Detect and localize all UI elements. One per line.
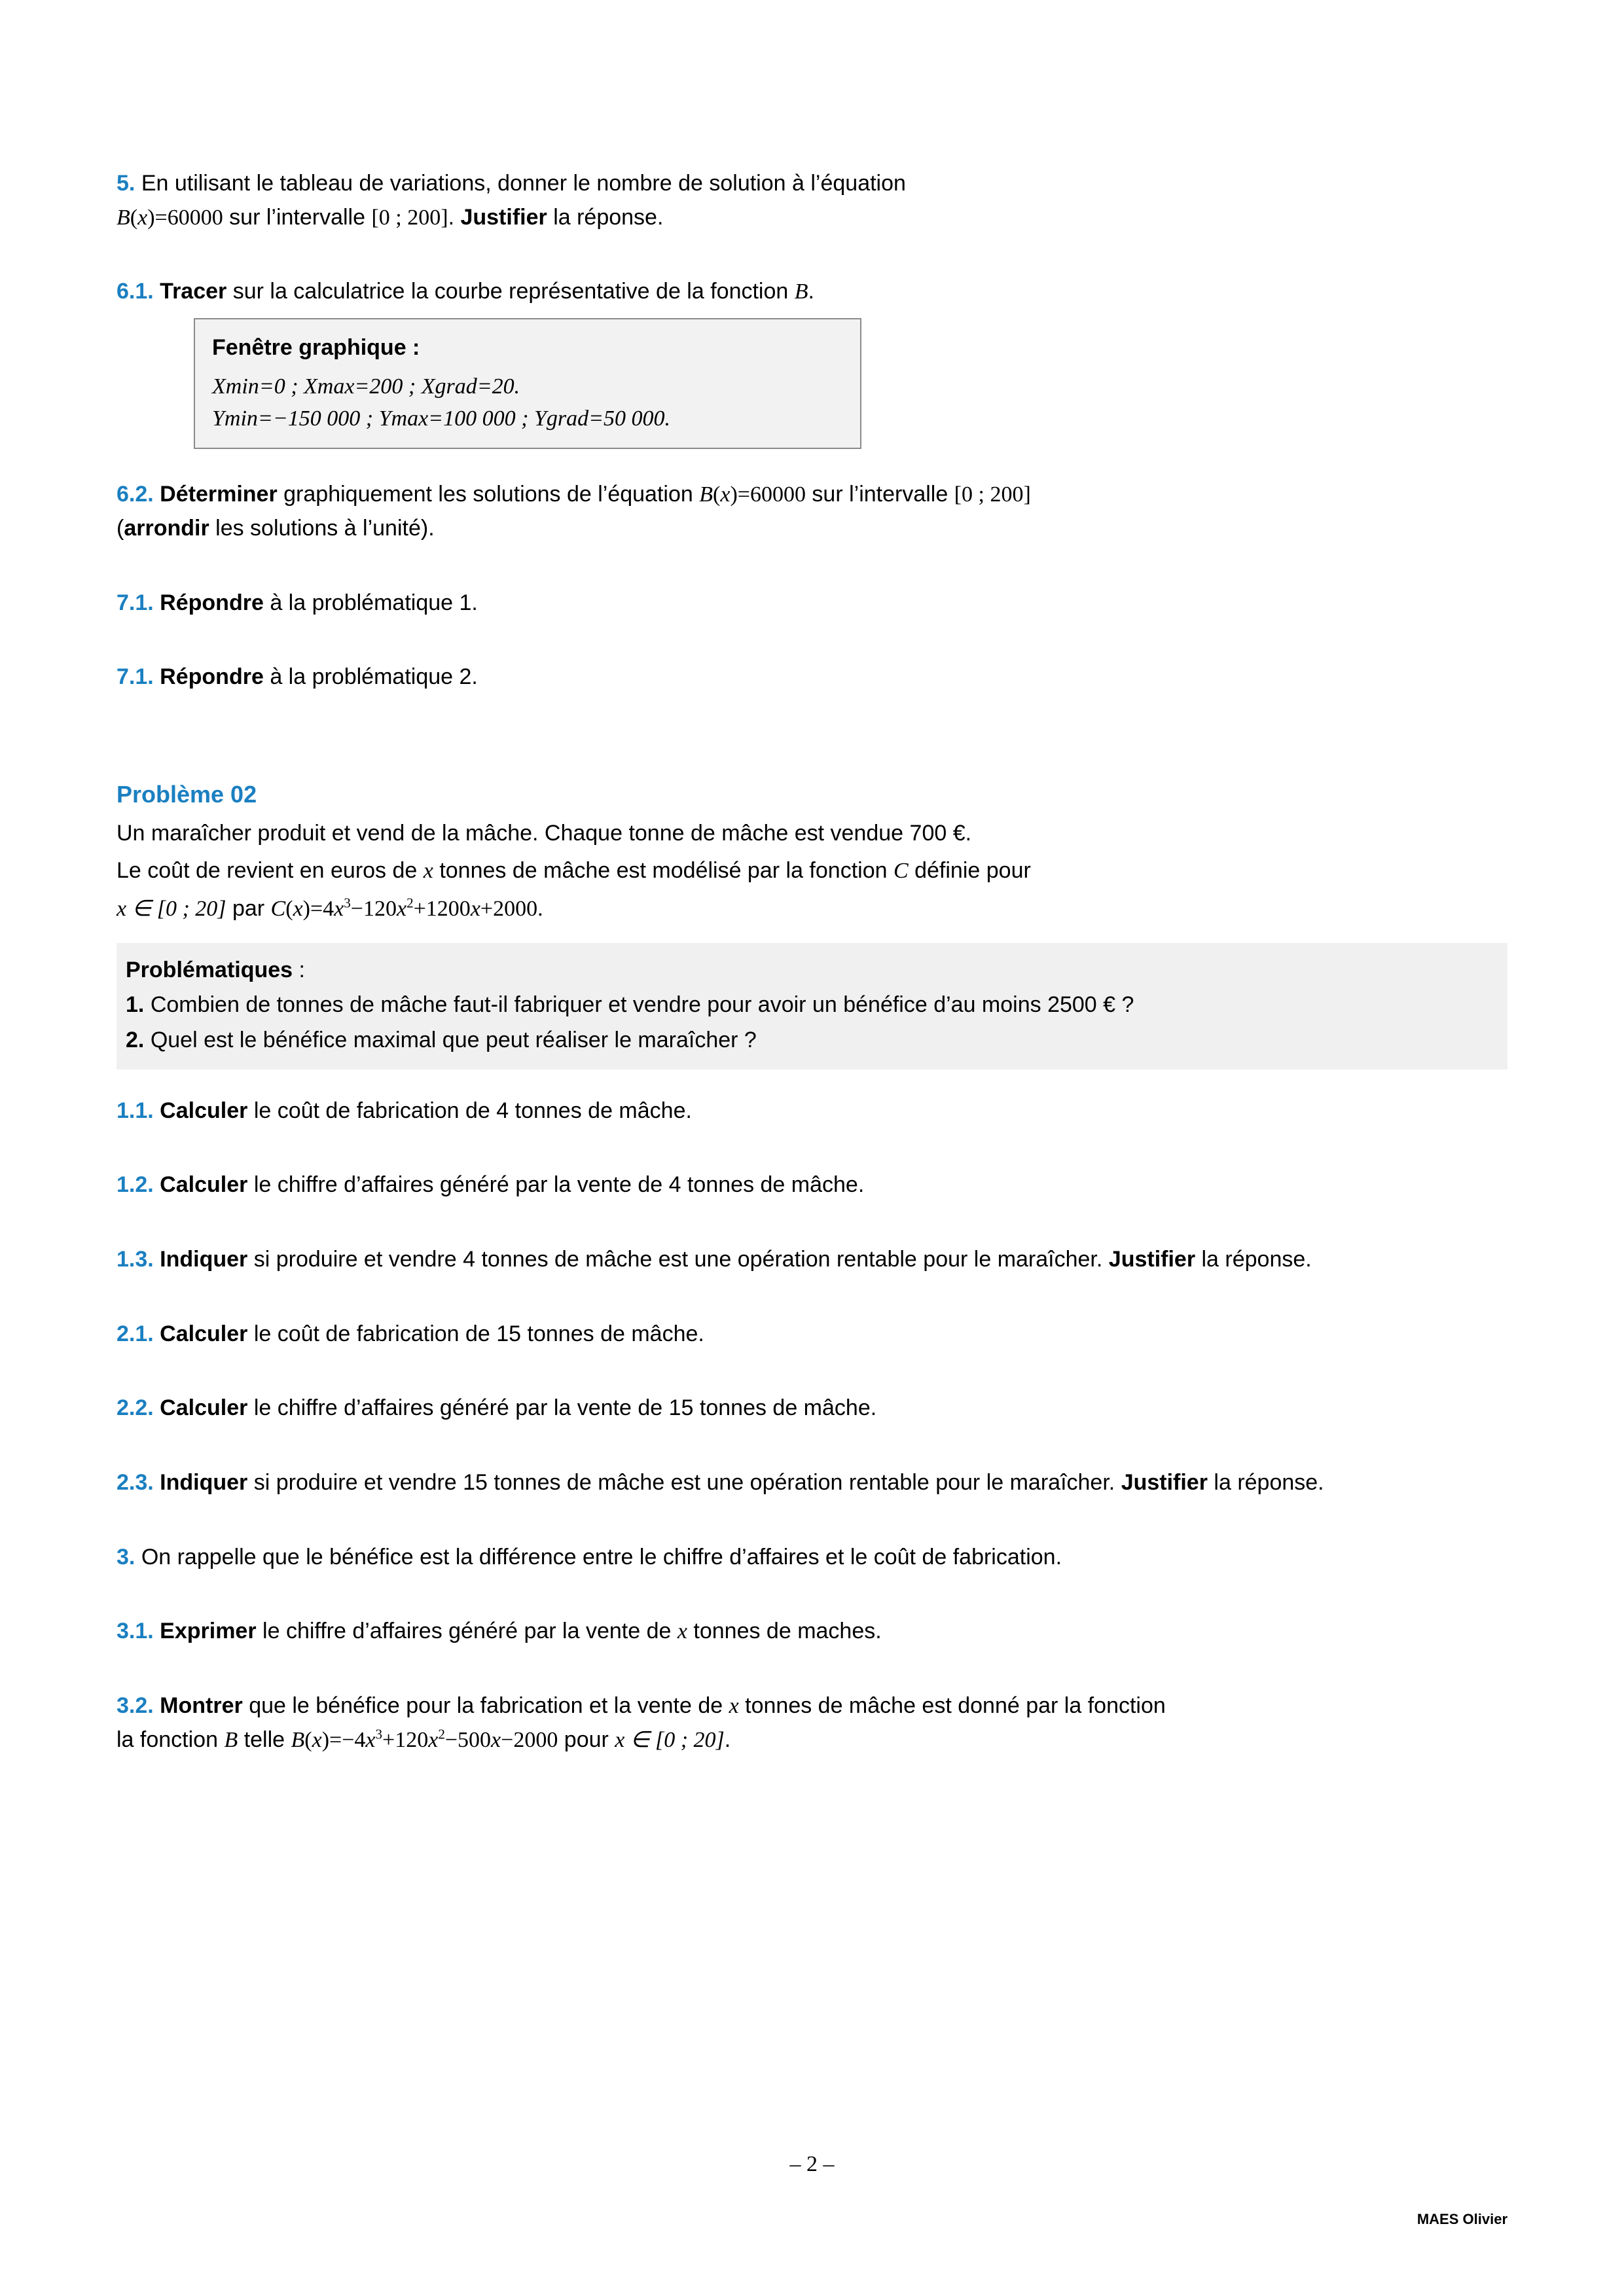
probleme-02-intro-line-3 bbox=[117, 892, 1507, 926]
footer-author: MAES Olivier bbox=[1416, 2211, 1507, 2227]
question-3-text: On rappelle que le bénéfice est la différence entre le chiffre d’affaires et le coût de fabrication. bbox=[141, 1544, 1062, 1570]
problematique-1-number: 1. bbox=[126, 992, 145, 1018]
question-3-2-text-a: que le bénéfice pour la fabrication et la vente de bbox=[249, 1693, 723, 1719]
question-2-3-text: si produire et vendre 15 tonnes de mâche est une opération rentable pour le maraîcher. bbox=[253, 1470, 1115, 1496]
question-6-1-end: . bbox=[808, 279, 814, 304]
question-3-2-text-d: pour bbox=[564, 1727, 609, 1752]
question-6-1-text: sur la calculatrice la courbe représentative de la fonction bbox=[232, 279, 789, 304]
question-1-3-bold-word: Indiquer bbox=[160, 1247, 248, 1272]
question-2-3-text-2: la réponse. bbox=[1214, 1470, 1324, 1496]
intro-3-formula: $C(x)=4x^3-120x^2+1200x+2000$. bbox=[270, 895, 543, 922]
question-2-3 bbox=[117, 1466, 1507, 1500]
question-6-2-number: 6.2. bbox=[117, 482, 154, 507]
question-3-number: 3. bbox=[117, 1544, 135, 1570]
question-5-bold-word: Justifier bbox=[460, 204, 547, 230]
question-5-interval: [0 ; 200] bbox=[371, 205, 448, 230]
question-1-1-text: le coût de fabrication de 4 tonnes de mâche. bbox=[253, 1098, 692, 1123]
question-1-3-number: 1.3. bbox=[117, 1247, 154, 1272]
intro-3-domain: x ∈ [0 ; 20] bbox=[117, 897, 226, 922]
question-3-2-text-b: tonnes de mâche est donné par la fonction bbox=[745, 1693, 1166, 1719]
question-3-2-bold-word: Montrer bbox=[160, 1693, 243, 1719]
problematiques-title-line bbox=[126, 954, 1498, 988]
question-5-formula: B(x)=60000 bbox=[117, 205, 223, 230]
question-7-1-b-number: 7.1. bbox=[117, 664, 154, 690]
question-5-text-mid: sur l’intervalle bbox=[229, 204, 366, 230]
question-6-2-text: graphiquement les solutions de l’équation bbox=[283, 482, 693, 507]
question-5-text-after: la réponse. bbox=[553, 204, 664, 230]
question-2-2-bold-word: Calculer bbox=[160, 1395, 248, 1421]
problematiques-colon: : bbox=[298, 957, 305, 982]
question-3-2-end: . bbox=[724, 1727, 731, 1752]
question-1-1-number: 1.1. bbox=[117, 1098, 154, 1123]
question-2-1 bbox=[117, 1318, 1507, 1352]
question-6-1-number: 6.1. bbox=[117, 279, 154, 304]
graphic-window-line-y: Ymin=−150 000 ; Ymax=100 000 ; Ygrad=50 000. bbox=[212, 406, 671, 431]
question-1-3-bold-word-2: Justifier bbox=[1108, 1247, 1196, 1272]
graphic-window-line-x: Xmin=0 ; Xmax=200 ; Xgrad=20. bbox=[212, 374, 520, 399]
question-6-2: 6.2. Déterminer graphiquement les solutions de l’équation B(x)=60000 sur l’intervalle [0 ; 200] (arrondir les solutions à l’unité). bbox=[117, 482, 1031, 541]
document-content bbox=[117, 167, 1507, 1757]
question-6-2-bold-word-2: arrondir bbox=[124, 515, 209, 541]
problematique-1 bbox=[126, 988, 1498, 1022]
problematiques-title: Problématiques bbox=[126, 957, 293, 982]
question-1-1-bold-word: Calculer bbox=[160, 1098, 248, 1123]
question-7-1-a-bold-word: Répondre bbox=[160, 590, 264, 615]
question-1-3 bbox=[117, 1243, 1507, 1277]
question-7-1-a bbox=[117, 586, 1507, 620]
intro-2-b: tonnes de mâche est modélisé par la fonction bbox=[439, 858, 888, 884]
graphic-window-title: Fenêtre graphique : bbox=[212, 335, 420, 361]
question-3-2-text-c: telle bbox=[244, 1727, 285, 1752]
question-3 bbox=[117, 1541, 1507, 1575]
question-1-2 bbox=[117, 1168, 1507, 1202]
probleme-02-intro-line-1: Un maraîcher produit et vend de la mâche. Chaque tonne de mâche est vendue 700 €. bbox=[117, 820, 972, 846]
question-2-1-bold-word: Calculer bbox=[160, 1321, 248, 1346]
question-3-2-text-la: la fonction bbox=[117, 1727, 218, 1752]
problematique-2-number: 2. bbox=[126, 1028, 145, 1053]
question-3-1-text: le chiffre d’affaires généré par la vente de x tonnes de maches. bbox=[262, 1619, 882, 1644]
question-6-2-text-end: les solutions à l’unité). bbox=[215, 515, 435, 541]
question-7-1-b bbox=[117, 660, 1507, 694]
intro-2-d: définie pour bbox=[914, 858, 1031, 884]
question-3-2-number: 3.2. bbox=[117, 1693, 154, 1719]
question-1-2-text: le chiffre d’affaires généré par la vente de 4 tonnes de mâche. bbox=[253, 1172, 865, 1198]
question-1-3-text-2: la réponse. bbox=[1201, 1247, 1312, 1272]
graphic-window-box bbox=[194, 318, 861, 449]
question-2-2-number: 2.2. bbox=[117, 1395, 154, 1421]
question-6-1 bbox=[117, 275, 1507, 309]
question-3-2-function: B bbox=[224, 1727, 238, 1752]
problematique-2 bbox=[126, 1024, 1498, 1058]
question-3-2 bbox=[117, 1689, 1507, 1757]
question-1-3-text: si produire et vendre 4 tonnes de mâche est une opération rentable pour le maraîcher. bbox=[253, 1247, 1103, 1272]
question-1-2-bold-word: Calculer bbox=[160, 1172, 248, 1198]
question-3-1-number: 3.1. bbox=[117, 1619, 154, 1644]
question-6-2-bold-word: Déterminer bbox=[160, 482, 278, 507]
probleme-02-intro-line-2 bbox=[117, 854, 1507, 888]
question-2-1-text: le coût de fabrication de 15 tonnes de mâche. bbox=[253, 1321, 704, 1346]
question-3-2-x: x bbox=[729, 1694, 739, 1719]
intro-3-par: par bbox=[232, 896, 265, 922]
question-6-2-interval: [0 ; 200] bbox=[954, 482, 1031, 507]
question-2-2 bbox=[117, 1391, 1507, 1426]
question-1-2-number: 1.2. bbox=[117, 1172, 154, 1198]
problematique-2-text: Quel est le bénéfice maximal que peut réaliser le maraîcher ? bbox=[150, 1028, 757, 1053]
problematiques-block bbox=[117, 943, 1507, 1069]
question-6-2-text-mid: sur l’intervalle bbox=[812, 482, 948, 507]
question-2-3-bold-word: Indiquer bbox=[160, 1470, 248, 1496]
question-3-1-bold-word: Exprimer bbox=[160, 1619, 257, 1644]
question-5-number: 5. bbox=[117, 171, 135, 196]
question-5: 5. En utilisant le tableau de variations, donner le nombre de solution à l’équation B(x)=60000 sur l’intervalle [0 ; 200]. Justifier la réponse. bbox=[117, 171, 906, 230]
question-6-1-function: B bbox=[794, 279, 808, 304]
question-7-1-b-text: à la problématique 2. bbox=[270, 664, 478, 690]
question-2-3-number: 2.3. bbox=[117, 1470, 154, 1496]
question-3-2-domain: x ∈ [0 ; 20] bbox=[615, 1727, 725, 1752]
question-3-2-formula: $B(x)=-4x^3+120x^2-500x-2000$ bbox=[291, 1726, 558, 1752]
intro-2-a: Le coût de revient en euros de bbox=[117, 858, 418, 884]
probleme-02-heading: Problème 02 bbox=[117, 780, 257, 808]
question-6-1-bold-word: Tracer bbox=[160, 279, 227, 304]
question-7-1-a-text: à la problématique 1. bbox=[270, 590, 478, 615]
question-3-1 bbox=[117, 1615, 1507, 1649]
question-7-1-b-bold-word: Répondre bbox=[160, 664, 264, 690]
question-2-3-bold-word-2: Justifier bbox=[1121, 1470, 1208, 1496]
intro-2-c: C bbox=[893, 859, 909, 884]
footer-page-number: – 2 – bbox=[789, 2152, 835, 2176]
problematique-1-text: Combien de tonnes de mâche faut-il fabriquer et vendre pour avoir un bénéfice d’au moins 2500 € ? bbox=[150, 992, 1134, 1018]
question-6-2-formula: B(x)=60000 bbox=[699, 482, 806, 507]
question-2-1-number: 2.1. bbox=[117, 1321, 154, 1346]
question-7-1-a-number: 7.1. bbox=[117, 590, 154, 615]
intro-2-x: x bbox=[423, 859, 433, 884]
question-5-text: En utilisant le tableau de variations, donner le nombre de solution à l’équation bbox=[141, 171, 906, 196]
question-2-2-text: le chiffre d’affaires généré par la vente de 15 tonnes de mâche. bbox=[253, 1395, 877, 1421]
question-1-1 bbox=[117, 1094, 1507, 1128]
